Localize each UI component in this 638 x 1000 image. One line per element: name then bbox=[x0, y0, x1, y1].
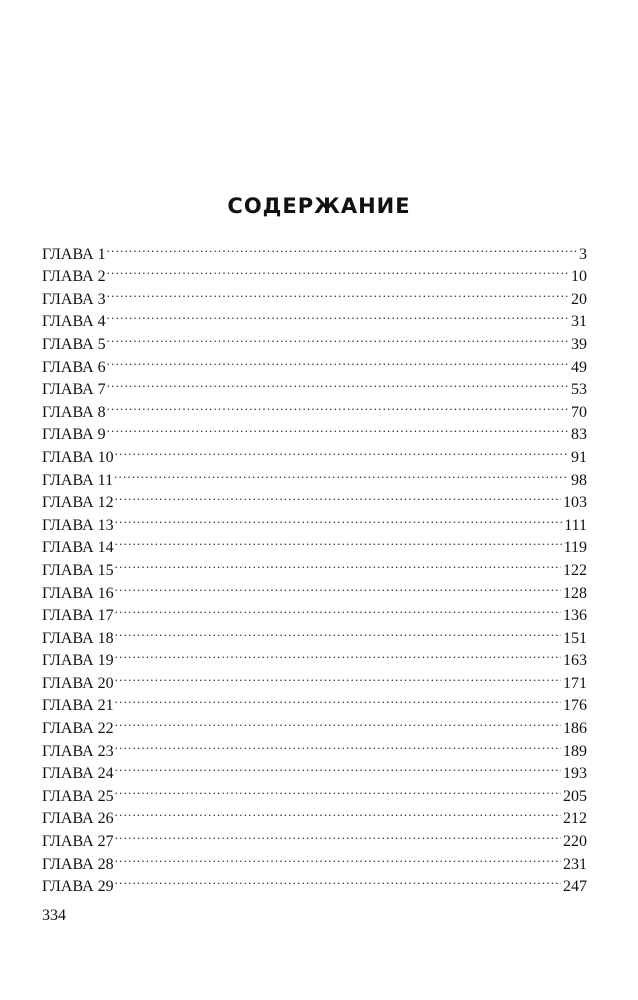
toc-entry bbox=[42, 801, 587, 828]
toc-entry-label: ГЛАВА 23 bbox=[42, 742, 114, 760]
toc-dot-leader bbox=[115, 733, 561, 756]
toc-entry bbox=[42, 710, 587, 738]
toc-entry-page: 83 bbox=[571, 426, 587, 444]
toc-entry-page: 70 bbox=[571, 403, 587, 421]
toc-entry bbox=[42, 846, 587, 873]
toc-dot-leader bbox=[107, 349, 569, 372]
toc-entry bbox=[42, 869, 587, 896]
toc-entry-page: 53 bbox=[571, 381, 587, 399]
toc-entry bbox=[42, 394, 587, 421]
toc-entry-label: ГЛАВА 22 bbox=[42, 720, 114, 738]
toc-entry-label: ГЛАВА 25 bbox=[42, 787, 114, 805]
toc-entry-page: 20 bbox=[571, 290, 587, 308]
toc-dot-leader bbox=[115, 665, 561, 688]
toc-dot-leader bbox=[115, 507, 563, 530]
toc-dot-leader bbox=[115, 846, 561, 869]
toc-dot-leader bbox=[107, 326, 569, 349]
toc-entry-page: 98 bbox=[571, 471, 587, 489]
toc-entry-label: ГЛАВА 24 bbox=[42, 765, 114, 783]
toc-entry-label: ГЛАВА 27 bbox=[42, 833, 114, 851]
toc-entry-label: ГЛАВА 10 bbox=[42, 448, 114, 466]
toc-entry-label: ГЛАВА 26 bbox=[42, 810, 114, 828]
toc-entry bbox=[42, 281, 587, 308]
toc-entry-label: ГЛАВА 14 bbox=[42, 539, 114, 557]
toc-title: СОДЕРЖАНИЕ bbox=[227, 194, 411, 218]
toc-entry-label: ГЛАВА 6 bbox=[42, 358, 106, 376]
toc-entry-page: 103 bbox=[563, 494, 587, 512]
toc-entry-label: ГЛАВА 20 bbox=[42, 674, 114, 692]
toc-dot-leader bbox=[115, 530, 562, 553]
toc-entry-label: ГЛАВА 15 bbox=[42, 561, 114, 579]
toc-entry-page: 136 bbox=[563, 607, 587, 625]
toc-entry-page: 212 bbox=[563, 810, 587, 828]
toc-entry bbox=[42, 598, 587, 625]
toc-entry-page: 128 bbox=[563, 584, 587, 602]
toc-entry bbox=[42, 417, 587, 444]
toc-dot-leader bbox=[107, 236, 577, 259]
toc-entry bbox=[42, 552, 587, 579]
toc-entry-label: ГЛАВА 19 bbox=[42, 652, 114, 670]
toc-entry-page: 176 bbox=[563, 697, 587, 715]
toc-dot-leader bbox=[115, 439, 569, 462]
toc-dot-leader bbox=[115, 575, 561, 598]
toc-entry-label: ГЛАВА 5 bbox=[42, 335, 106, 353]
toc-entry bbox=[42, 507, 587, 534]
toc-entry-page: 231 bbox=[563, 855, 587, 873]
page-number: 334 bbox=[42, 907, 66, 924]
toc-entry-label: ГЛАВА 9 bbox=[42, 426, 106, 444]
toc-dot-leader bbox=[107, 304, 569, 327]
toc-dot-leader bbox=[107, 372, 569, 395]
toc-entry bbox=[42, 620, 587, 647]
toc-entry-label: ГЛАВА 11 bbox=[42, 471, 114, 489]
toc-entry bbox=[42, 643, 587, 670]
toc-dot-leader bbox=[115, 823, 561, 846]
toc-entry-label: ГЛАВА 7 bbox=[42, 381, 106, 399]
toc-entry-page: 247 bbox=[563, 878, 587, 896]
toc-entry bbox=[42, 823, 587, 851]
toc-entry-label: ГЛАВА 12 bbox=[42, 494, 114, 512]
toc-entry-label: ГЛАВА 21 bbox=[42, 697, 114, 715]
toc-entry bbox=[42, 304, 587, 331]
toc-entry-page: 171 bbox=[563, 674, 587, 692]
toc-entry-page: 91 bbox=[571, 448, 587, 466]
toc-entry-label: ГЛАВА 18 bbox=[42, 629, 114, 647]
toc-entry-page: 205 bbox=[563, 787, 587, 805]
toc-entry bbox=[42, 756, 587, 783]
toc-entry bbox=[42, 236, 587, 263]
toc-entry-page: 151 bbox=[563, 629, 587, 647]
toc-entry-page: 111 bbox=[564, 516, 587, 534]
toc-dot-leader bbox=[114, 462, 569, 485]
toc-entry bbox=[42, 688, 587, 715]
toc-entry bbox=[42, 259, 587, 286]
toc-entry-label: ГЛАВА 2 bbox=[42, 268, 106, 286]
toc-dot-leader bbox=[115, 643, 561, 666]
toc-entry bbox=[42, 326, 587, 353]
toc-dot-leader bbox=[115, 552, 561, 575]
toc-entry-label: ГЛАВА 4 bbox=[42, 313, 106, 331]
toc-entry-page: 10 bbox=[571, 268, 587, 286]
toc-dot-leader bbox=[115, 869, 561, 892]
toc-entry bbox=[42, 349, 587, 376]
toc-entry-page: 39 bbox=[571, 335, 587, 353]
toc-dot-leader bbox=[107, 417, 569, 440]
toc-entry bbox=[42, 733, 587, 760]
toc-entry bbox=[42, 372, 587, 399]
toc-entry-page: 193 bbox=[563, 765, 587, 783]
toc-entry-label: ГЛАВА 16 bbox=[42, 584, 114, 602]
toc-dot-leader bbox=[115, 801, 561, 824]
toc-entry bbox=[42, 439, 587, 466]
toc-dot-leader bbox=[115, 710, 561, 733]
toc-dot-leader bbox=[115, 485, 561, 508]
toc-entry bbox=[42, 575, 587, 602]
toc-entry-page: 3 bbox=[579, 245, 587, 263]
toc-entry-label: ГЛАВА 28 bbox=[42, 855, 114, 873]
toc-entry bbox=[42, 778, 587, 805]
toc-entry-label: ГЛАВА 1 bbox=[42, 245, 106, 263]
toc-entry-page: 122 bbox=[563, 561, 587, 579]
toc-entry-page: 163 bbox=[563, 652, 587, 670]
toc-dot-leader bbox=[107, 281, 569, 304]
toc-entry-label: ГЛАВА 8 bbox=[42, 403, 106, 421]
toc-dot-leader bbox=[115, 620, 561, 643]
toc-entry-label: ГЛАВА 13 bbox=[42, 516, 114, 534]
toc-entry-page: 220 bbox=[563, 833, 587, 851]
toc-entry bbox=[42, 665, 587, 692]
toc-entry-label: ГЛАВА 17 bbox=[42, 607, 114, 625]
toc-entry-page: 49 bbox=[571, 358, 587, 376]
toc-entry bbox=[42, 530, 587, 557]
toc-entry bbox=[42, 462, 587, 489]
toc-dot-leader bbox=[107, 259, 569, 282]
toc-list bbox=[42, 236, 587, 896]
toc-entry-label: ГЛАВА 3 bbox=[42, 290, 106, 308]
toc-entry bbox=[42, 485, 587, 512]
toc-dot-leader bbox=[115, 688, 561, 711]
toc-dot-leader bbox=[115, 756, 561, 779]
toc-entry-page: 189 bbox=[563, 742, 587, 760]
toc-entry-page: 186 bbox=[563, 720, 587, 738]
toc-dot-leader bbox=[107, 394, 569, 417]
toc-entry-page: 31 bbox=[571, 313, 587, 331]
toc-dot-leader bbox=[115, 778, 561, 801]
toc-entry-label: ГЛАВА 29 bbox=[42, 878, 114, 896]
toc-dot-leader bbox=[115, 598, 561, 621]
toc-entry-page: 119 bbox=[563, 539, 587, 557]
